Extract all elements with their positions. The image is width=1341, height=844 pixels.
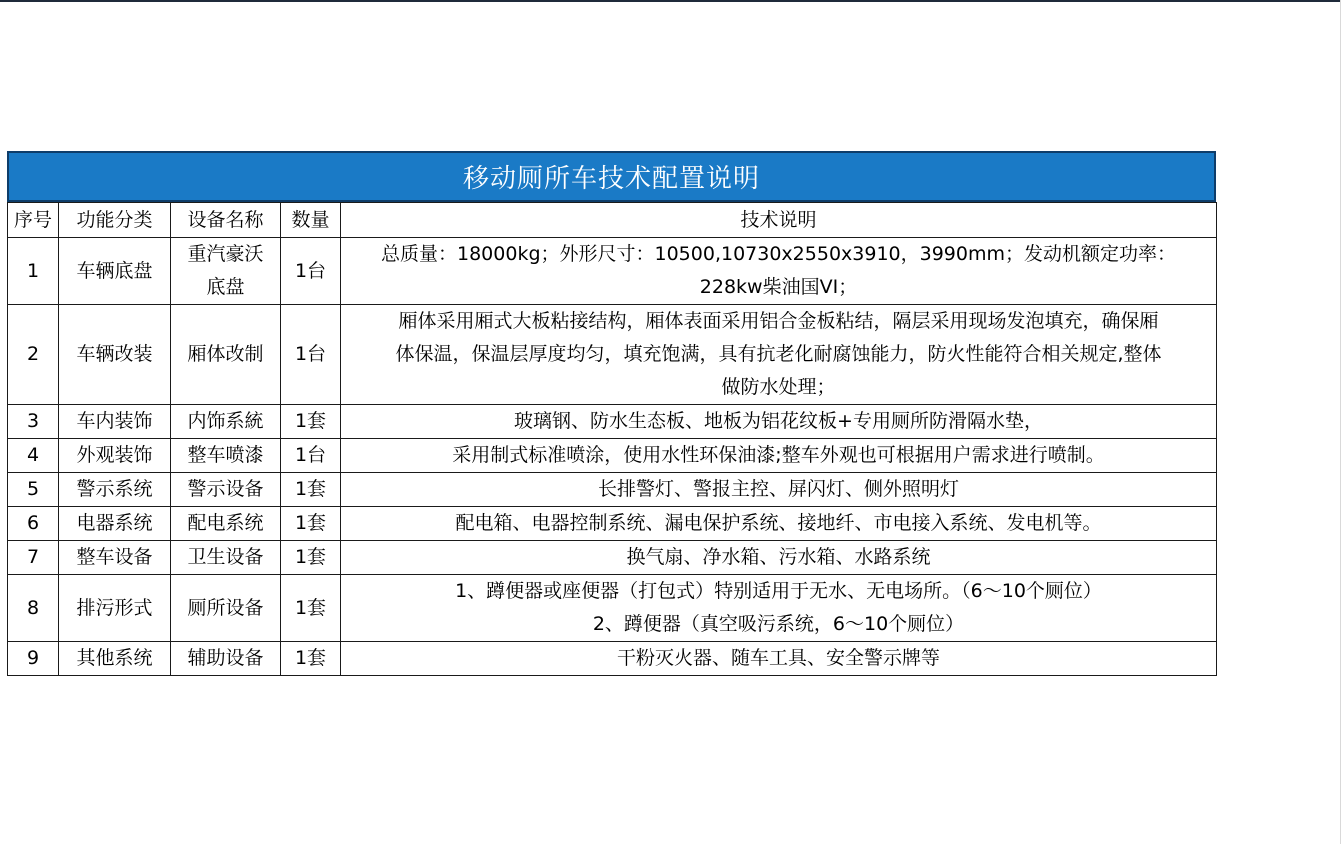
header-device: 设备名称 [171, 203, 281, 238]
row-qty: 1套 [281, 541, 341, 575]
row-category: 其他系统 [59, 642, 171, 676]
row-seq: 8 [8, 575, 59, 642]
table-row [8, 642, 1217, 676]
row-desc-line: 总质量：18000kg；外形尺寸：10500,10730x2550x3910，3990mm；发动机额定功率： [381, 243, 1176, 265]
spec-table [7, 202, 1217, 676]
row-device: 警示设备 [171, 473, 281, 507]
row-category: 车辆改装 [59, 305, 171, 405]
spec-sheet [7, 151, 1216, 676]
row-device [171, 238, 281, 305]
row-qty: 1套 [281, 575, 341, 642]
row-category: 整车设备 [59, 541, 171, 575]
row-device: 厕所设备 [171, 575, 281, 642]
row-seq: 5 [8, 473, 59, 507]
row-desc-line: 228kw柴油国VI； [699, 276, 858, 298]
row-desc: 换气扇、净水箱、污水箱、水路系统 [341, 541, 1217, 575]
sheet-title: 移动厕所车技术配置说明 [7, 151, 1216, 202]
header-qty: 数量 [281, 203, 341, 238]
row-desc: 采用制式标准喷涂，使用水性环保油漆;整车外观也可根据用户需求进行喷制。 [341, 439, 1217, 473]
table-row [8, 507, 1217, 541]
row-desc: 配电箱、电器控制系统、漏电保护系统、接地纤、市电接入系统、发电机等。 [341, 507, 1217, 541]
table-row [8, 439, 1217, 473]
header-category: 功能分类 [59, 203, 171, 238]
row-seq: 2 [8, 305, 59, 405]
table-row [8, 238, 1217, 305]
row-seq: 1 [8, 238, 59, 305]
row-device: 卫生设备 [171, 541, 281, 575]
row-category: 外观装饰 [59, 439, 171, 473]
row-device-line: 底盘 [206, 276, 245, 298]
row-category: 电器系统 [59, 507, 171, 541]
row-seq: 3 [8, 405, 59, 439]
header-desc: 技术说明 [341, 203, 1217, 238]
row-qty: 1台 [281, 305, 341, 405]
table-row [8, 575, 1217, 642]
row-desc-line: 厢体采用厢式大板粘接结构，厢体表面采用铝合金板粘结，隔层采用现场发泡填充，确保厢 [398, 310, 1159, 332]
row-seq: 4 [8, 439, 59, 473]
row-device: 配电系统 [171, 507, 281, 541]
row-desc: 玻璃钢、防水生态板、地板为铝花纹板+专用厕所防滑隔水垫， [341, 405, 1217, 439]
row-device: 辅助设备 [171, 642, 281, 676]
row-category: 警示系统 [59, 473, 171, 507]
row-device: 厢体改制 [171, 305, 281, 405]
row-desc-line: 2、蹲便器（真空吸污系统，6～10个厕位） [592, 613, 965, 635]
table-row [8, 405, 1217, 439]
row-desc: 长排警灯、警报主控、屏闪灯、侧外照明灯 [341, 473, 1217, 507]
row-desc [341, 305, 1217, 405]
row-desc-line: 做防水处理； [721, 376, 836, 398]
row-device: 整车喷漆 [171, 439, 281, 473]
header-row [8, 203, 1217, 238]
row-category: 车辆底盘 [59, 238, 171, 305]
row-qty: 1台 [281, 439, 341, 473]
row-category: 排污形式 [59, 575, 171, 642]
row-category: 车内装饰 [59, 405, 171, 439]
row-qty: 1套 [281, 405, 341, 439]
top-border-line [0, 0, 1341, 2]
row-desc-line: 1、蹲便器或座便器（打包式）特别适用于无水、无电场所。（6～10个厕位） [455, 580, 1102, 602]
row-qty: 1套 [281, 507, 341, 541]
row-desc-line: 体保温，保温层厚度均匀，填充饱满，具有抗老化耐腐蚀能力，防火性能符合相关规定,整体 [395, 343, 1162, 365]
row-seq: 9 [8, 642, 59, 676]
row-desc [341, 238, 1217, 305]
row-qty: 1套 [281, 473, 341, 507]
row-seq: 6 [8, 507, 59, 541]
row-seq: 7 [8, 541, 59, 575]
table-row [8, 541, 1217, 575]
header-seq: 序号 [8, 203, 59, 238]
row-device-line: 重汽豪沃 [187, 243, 264, 265]
row-desc: 干粉灭火器、随车工具、安全警示牌等 [341, 642, 1217, 676]
table-row [8, 305, 1217, 405]
row-qty: 1台 [281, 238, 341, 305]
row-device: 内饰系統 [171, 405, 281, 439]
table-row [8, 473, 1217, 507]
row-desc [341, 575, 1217, 642]
row-qty: 1套 [281, 642, 341, 676]
